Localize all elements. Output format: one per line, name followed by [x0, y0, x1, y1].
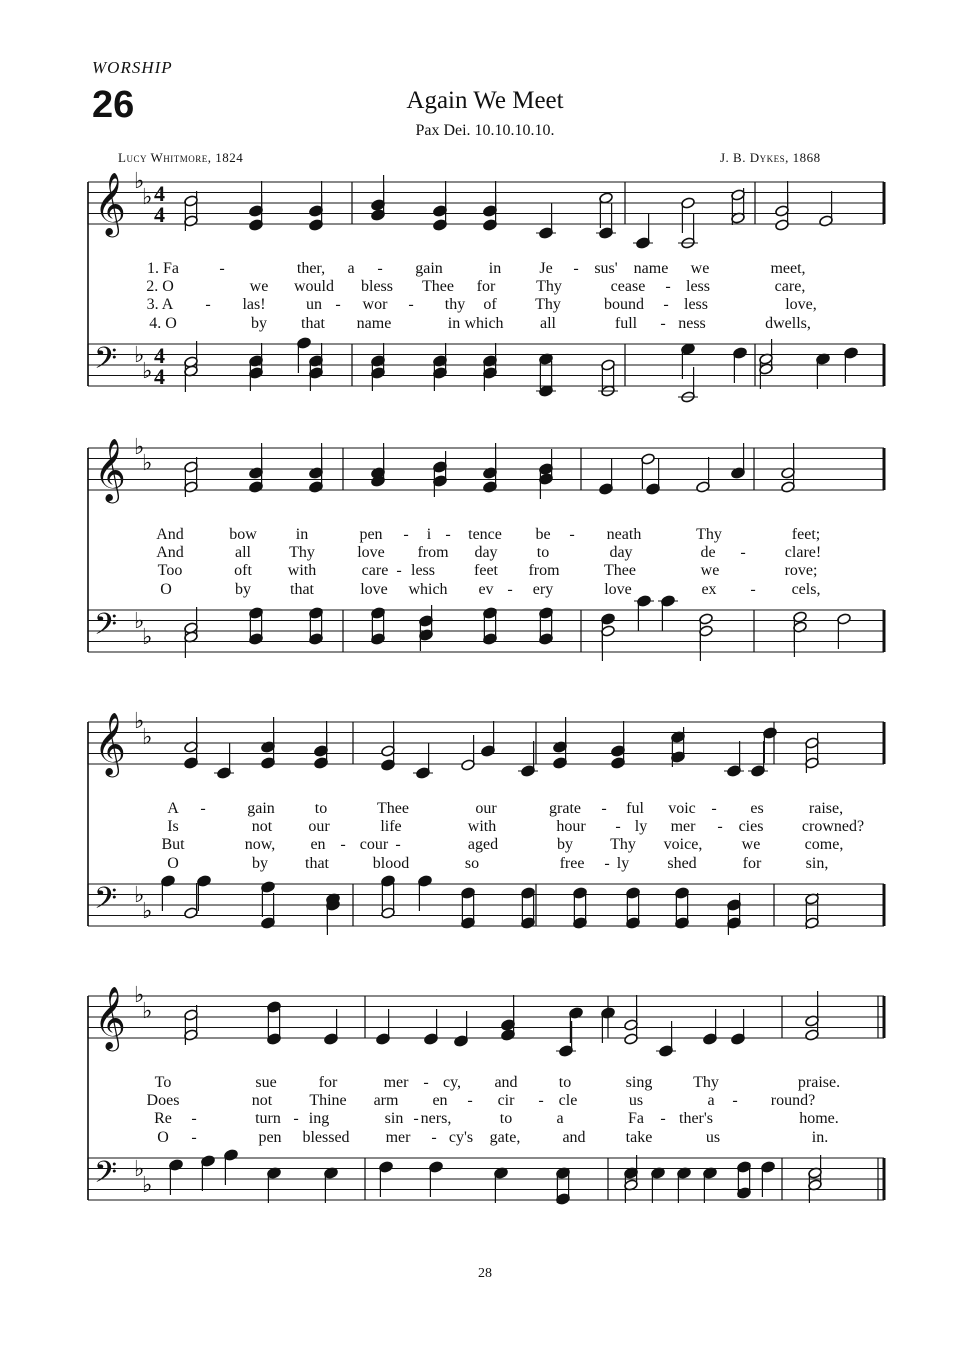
lyric-syllable: sin,	[805, 854, 829, 872]
lyric-syllable: wor	[362, 296, 388, 314]
lyric-syllable: love	[357, 544, 385, 562]
lyric-syllable: 1. Fa	[147, 260, 179, 277]
lyric-syllable: en	[310, 836, 326, 854]
lyric-syllable: us	[705, 1128, 721, 1146]
lyric-syllable: hour	[556, 818, 586, 836]
syllable-hyphen: -	[191, 1110, 197, 1128]
lyric-syllable: ery	[532, 580, 554, 598]
lyric-syllable: that	[290, 580, 314, 598]
lyric-syllable: And	[156, 526, 184, 543]
flat-sign: ♭	[134, 983, 145, 1008]
lyric-syllable: Thy	[610, 836, 636, 854]
flat-sign: ♭	[142, 625, 153, 650]
syllable-hyphen: -	[219, 260, 225, 277]
syllable-hyphen: -	[665, 278, 671, 296]
lyric-syllable: las!	[242, 296, 266, 314]
lyric-syllable: we	[690, 260, 710, 277]
syllable-hyphen: -	[423, 1074, 429, 1091]
lyric-syllable: and	[494, 1074, 518, 1091]
lyric-syllable: love	[604, 580, 632, 598]
lyric-syllable: mer	[383, 1074, 409, 1091]
lyric-syllable: rove;	[784, 562, 818, 580]
syllable-hyphen: -	[538, 1092, 544, 1110]
verse-1-lyric-line	[88, 260, 884, 278]
treble-clef: 𝄞	[94, 172, 126, 235]
lyric-syllable: 2. O	[146, 278, 174, 296]
lyric-syllable: Is	[167, 818, 179, 836]
syllable-hyphen: -	[340, 836, 346, 854]
lyric-syllable: tence	[468, 526, 502, 543]
lyric-syllable: 4. O	[149, 314, 177, 332]
hymn-number: 26	[92, 84, 135, 126]
lyric-syllable: sing	[625, 1074, 653, 1091]
lyric-syllable: love	[360, 580, 388, 598]
lyric-syllable: to	[536, 544, 550, 562]
lyric-syllable: from	[528, 562, 560, 580]
lyric-syllable: cels,	[791, 580, 821, 598]
verse-1-lyric-line	[88, 800, 884, 818]
lyric-syllable: dwells,	[765, 314, 811, 332]
treble-clef: 𝄞	[94, 712, 126, 775]
lyric-syllable: arm	[373, 1092, 399, 1110]
lyric-syllable: less	[684, 296, 708, 314]
hymn-title: Again We Meet	[406, 87, 564, 114]
lyric-syllable: so	[464, 854, 480, 872]
lyric-syllable: mer	[670, 818, 696, 836]
lyric-syllable: sin	[384, 1110, 404, 1128]
lyric-syllable: feet	[474, 562, 498, 580]
lyric-syllable: thy	[444, 296, 466, 314]
lyric-syllable: Does	[146, 1092, 180, 1110]
lyric-syllable: sus'	[594, 260, 618, 277]
lyric-syllable: blessed	[302, 1128, 350, 1146]
lyric-syllable: bound	[604, 296, 644, 314]
lyric-syllable: by	[252, 854, 268, 872]
flat-sign: ♭	[142, 999, 153, 1024]
lyric-syllable: in	[447, 314, 461, 332]
verse-4-lyric-line	[88, 855, 884, 873]
treble-clef: 𝄞	[94, 438, 126, 501]
lyric-syllable: pen	[359, 526, 383, 543]
lyric-syllable: all	[540, 314, 556, 332]
lyric-syllable: un	[306, 296, 322, 314]
lyric-syllable: Thee	[377, 800, 409, 817]
lyric-syllable: And	[156, 544, 184, 562]
flat-sign: ♭	[134, 435, 145, 460]
lyric-syllable: our	[475, 800, 497, 817]
lyric-syllable: Thee	[604, 562, 636, 580]
lyric-syllable: oft	[234, 562, 252, 580]
lyric-syllable: love,	[785, 296, 817, 314]
syllable-hyphen: -	[396, 562, 402, 580]
lyric-syllable: round?	[770, 1092, 816, 1110]
syllable-hyphen: -	[191, 1128, 197, 1146]
lyric-syllable: voice,	[663, 836, 703, 854]
flat-sign: ♭	[142, 185, 153, 210]
bass-clef: 𝄢	[94, 608, 118, 649]
lyric-syllable: gain	[415, 260, 443, 277]
syllable-hyphen: -	[431, 1128, 437, 1146]
lyric-syllable: ther,	[296, 260, 326, 277]
lyric-syllable: shed	[667, 854, 697, 872]
syllable-hyphen: -	[750, 580, 756, 598]
lyric-syllable: to	[558, 1074, 572, 1091]
lyric-syllable: that	[305, 854, 329, 872]
lyric-syllable: meet,	[770, 260, 806, 277]
syllable-hyphen: -	[601, 800, 607, 817]
lyric-syllable: Fa	[628, 1110, 644, 1128]
syllable-hyphen: -	[569, 526, 575, 543]
syllable-hyphen: -	[467, 1092, 473, 1110]
lyric-syllable: turn	[255, 1110, 281, 1128]
lyric-syllable: full	[614, 314, 638, 332]
syllable-hyphen: -	[403, 526, 409, 543]
flat-sign: ♭	[134, 709, 145, 734]
lyric-syllable: de	[700, 544, 716, 562]
lyric-syllable: and	[562, 1128, 586, 1146]
lyric-syllable: for	[742, 854, 762, 872]
lyric-syllable: i	[426, 526, 432, 543]
bass-clef: 𝄢	[94, 1156, 118, 1197]
lyric-syllable: gate,	[489, 1128, 521, 1146]
lyric-syllable: life	[380, 818, 402, 836]
lyric-syllable: by	[251, 314, 267, 332]
verse-4-lyric-line	[88, 581, 884, 599]
lyric-syllable: by	[235, 580, 251, 598]
flat-sign: ♭	[134, 1157, 145, 1182]
flat-sign: ♭	[134, 343, 145, 368]
flat-sign: ♭	[142, 1173, 153, 1198]
verse-2-lyric-line	[88, 818, 884, 836]
lyric-syllable: ful	[626, 800, 644, 817]
lyric-syllable: ing	[308, 1110, 330, 1128]
syllable-hyphen: -	[615, 818, 621, 836]
lyric-syllable: voic	[668, 800, 696, 817]
syllable-hyphen: -	[408, 296, 414, 314]
lyric-syllable: ly	[616, 854, 630, 872]
lyric-syllable: free	[559, 854, 585, 872]
lyric-syllable: clare!	[784, 544, 822, 562]
lyric-syllable: feet;	[791, 526, 821, 543]
lyric-syllable: ners,	[420, 1110, 452, 1128]
lyric-syllable: grate	[549, 800, 581, 817]
syllable-hyphen: -	[335, 296, 341, 314]
lyric-syllable: Re	[154, 1110, 172, 1128]
lyric-syllable: we	[249, 278, 269, 296]
lyric-syllable: Thy	[696, 526, 722, 543]
lyric-syllable: sue	[255, 1074, 277, 1091]
lyric-syllable: en	[432, 1092, 448, 1110]
lyric-syllable: in.	[811, 1128, 829, 1146]
lyric-syllable: that	[301, 314, 325, 332]
lyric-syllable: ly	[634, 818, 648, 836]
lyric-syllable: ness	[678, 314, 706, 332]
lyric-syllable: praise.	[797, 1074, 841, 1091]
lyric-syllable: which	[408, 580, 448, 598]
syllable-hyphen: -	[507, 580, 513, 598]
lyric-syllable: cle	[558, 1092, 578, 1110]
lyric-syllable: now,	[244, 836, 276, 854]
text-author: Lucy Whitmore, 1824	[118, 150, 244, 165]
syllable-hyphen: -	[395, 836, 401, 854]
lyric-syllable: of	[483, 296, 497, 314]
treble-clef: 𝄞	[94, 986, 126, 1049]
page-number: 28	[478, 1266, 492, 1281]
lyric-syllable: for	[318, 1074, 338, 1091]
lyric-syllable: But	[161, 836, 185, 854]
lyric-syllable: cies	[738, 818, 764, 836]
lyric-syllable: to	[499, 1110, 513, 1128]
verse-2-lyric-line	[88, 1092, 884, 1110]
lyric-syllable: by	[557, 836, 573, 854]
time-signature: 4	[154, 343, 165, 368]
lyric-syllable: bow	[229, 526, 257, 543]
lyric-syllable: we	[741, 836, 761, 854]
lyric-syllable: with	[467, 818, 497, 836]
lyric-syllable: not	[251, 818, 273, 836]
flat-sign: ♭	[134, 169, 145, 194]
lyric-syllable: crowned?	[801, 818, 865, 836]
lyric-syllable: cour	[359, 836, 389, 854]
lyric-syllable: name	[633, 260, 669, 277]
lyric-syllable: bless	[361, 278, 393, 296]
lyric-syllable: Thy	[535, 296, 561, 314]
lyric-syllable: cease	[610, 278, 646, 296]
lyric-syllable: in	[488, 260, 502, 277]
verse-3-lyric-line	[88, 836, 884, 854]
time-signature: 4	[154, 202, 165, 227]
lyric-syllable: day	[609, 544, 633, 562]
lyric-syllable: Thine	[309, 1092, 347, 1110]
lyric-syllable: ther's	[679, 1110, 713, 1128]
lyric-syllable: gain	[247, 800, 275, 817]
lyric-syllable: care,	[774, 278, 806, 296]
verse-1-lyric-line	[88, 1074, 884, 1092]
lyric-syllable: pen	[258, 1128, 282, 1146]
lyric-syllable: care	[361, 562, 389, 580]
lyric-syllable: name	[356, 314, 392, 332]
lyric-syllable: Thy	[536, 278, 562, 296]
lyric-syllable: a	[347, 260, 355, 277]
lyric-syllable: come,	[804, 836, 844, 854]
verse-3-lyric-line	[88, 562, 884, 580]
syllable-hyphen: -	[205, 296, 211, 314]
time-signature: 4	[154, 181, 165, 206]
syllable-hyphen: -	[377, 260, 383, 277]
lyric-syllable: us	[628, 1092, 644, 1110]
bass-clef: 𝄢	[94, 342, 118, 383]
verse-3-lyric-line	[88, 1110, 884, 1128]
lyric-syllable: A	[167, 800, 179, 817]
bass-clef: 𝄢	[94, 882, 118, 923]
flat-sign: ♭	[142, 359, 153, 384]
lyric-syllable: es	[750, 800, 764, 817]
syllable-hyphen: -	[660, 1110, 666, 1128]
syllable-hyphen: -	[604, 854, 610, 872]
lyric-syllable: for	[476, 278, 496, 296]
lyric-syllable: a	[707, 1092, 715, 1110]
lyric-syllable: be	[535, 526, 551, 543]
lyric-syllable: Thy	[693, 1074, 719, 1091]
syllable-hyphen: -	[445, 526, 451, 543]
lyric-syllable: Too	[157, 562, 183, 580]
lyric-syllable: blood	[372, 854, 410, 872]
lyric-syllable: home.	[799, 1110, 839, 1128]
lyric-syllable: we	[700, 562, 720, 580]
lyric-syllable: ex	[701, 580, 717, 598]
lyric-syllable: cy's	[448, 1128, 474, 1146]
verse-2-lyric-line	[88, 278, 884, 296]
syllable-hyphen: -	[573, 260, 579, 277]
lyric-syllable: O	[157, 1128, 169, 1146]
time-signature: 4	[154, 364, 165, 389]
syllable-hyphen: -	[717, 818, 723, 836]
syllable-hyphen: -	[663, 296, 669, 314]
lyric-syllable: not	[251, 1092, 273, 1110]
flat-sign: ♭	[134, 609, 145, 634]
verse-1-lyric-line	[88, 526, 884, 544]
lyric-syllable: in	[295, 526, 309, 543]
lyric-syllable: would	[294, 278, 334, 296]
lyric-syllable: 3. A	[146, 296, 174, 314]
lyric-syllable: O	[160, 580, 172, 598]
flat-sign: ♭	[142, 725, 153, 750]
lyric-syllable: take	[625, 1128, 653, 1146]
syllable-hyphen: -	[200, 800, 206, 817]
flat-sign: ♭	[142, 451, 153, 476]
syllable-hyphen: -	[740, 544, 746, 562]
verse-3-lyric-line	[88, 296, 884, 314]
lyric-syllable: a	[556, 1110, 564, 1128]
lyric-syllable: O	[167, 854, 179, 872]
lyric-syllable: which	[464, 314, 504, 332]
syllable-hyphen: -	[660, 314, 666, 332]
lyric-syllable: mer	[385, 1128, 411, 1146]
lyric-syllable: To	[154, 1074, 172, 1091]
music-composer: J. B. Dykes, 1868	[720, 150, 821, 165]
lyric-syllable: cy,	[442, 1074, 462, 1091]
section-heading: WORSHIP	[92, 58, 173, 77]
lyric-syllable: Je	[539, 260, 553, 277]
lyric-syllable: our	[308, 818, 330, 836]
lyric-syllable: neath	[606, 526, 642, 543]
verse-4-lyric-line	[88, 1129, 884, 1147]
lyric-syllable: raise,	[808, 800, 844, 817]
syllable-hyphen: -	[732, 1092, 738, 1110]
lyric-syllable: with	[287, 562, 317, 580]
lyric-syllable: less	[411, 562, 435, 580]
syllable-hyphen: -	[711, 800, 717, 817]
verse-4-lyric-line	[88, 315, 884, 333]
lyric-syllable: all	[235, 544, 251, 562]
lyric-syllable: Thee	[422, 278, 454, 296]
lyric-syllable: cir	[497, 1092, 515, 1110]
flat-sign: ♭	[134, 883, 145, 908]
tune-name-meter: Pax Dei. 10.10.10.10.	[415, 122, 555, 139]
lyric-syllable: ev	[478, 580, 494, 598]
lyric-syllable: day	[474, 544, 498, 562]
lyric-syllable: aged	[467, 836, 499, 854]
flat-sign: ♭	[142, 899, 153, 924]
syllable-hyphen: -	[413, 1110, 419, 1128]
lyric-syllable: less	[686, 278, 710, 296]
lyric-syllable: from	[417, 544, 449, 562]
syllable-hyphen: -	[293, 1110, 299, 1128]
lyric-syllable: to	[314, 800, 328, 817]
verse-2-lyric-line	[88, 544, 884, 562]
lyric-syllable: Thy	[289, 544, 315, 562]
